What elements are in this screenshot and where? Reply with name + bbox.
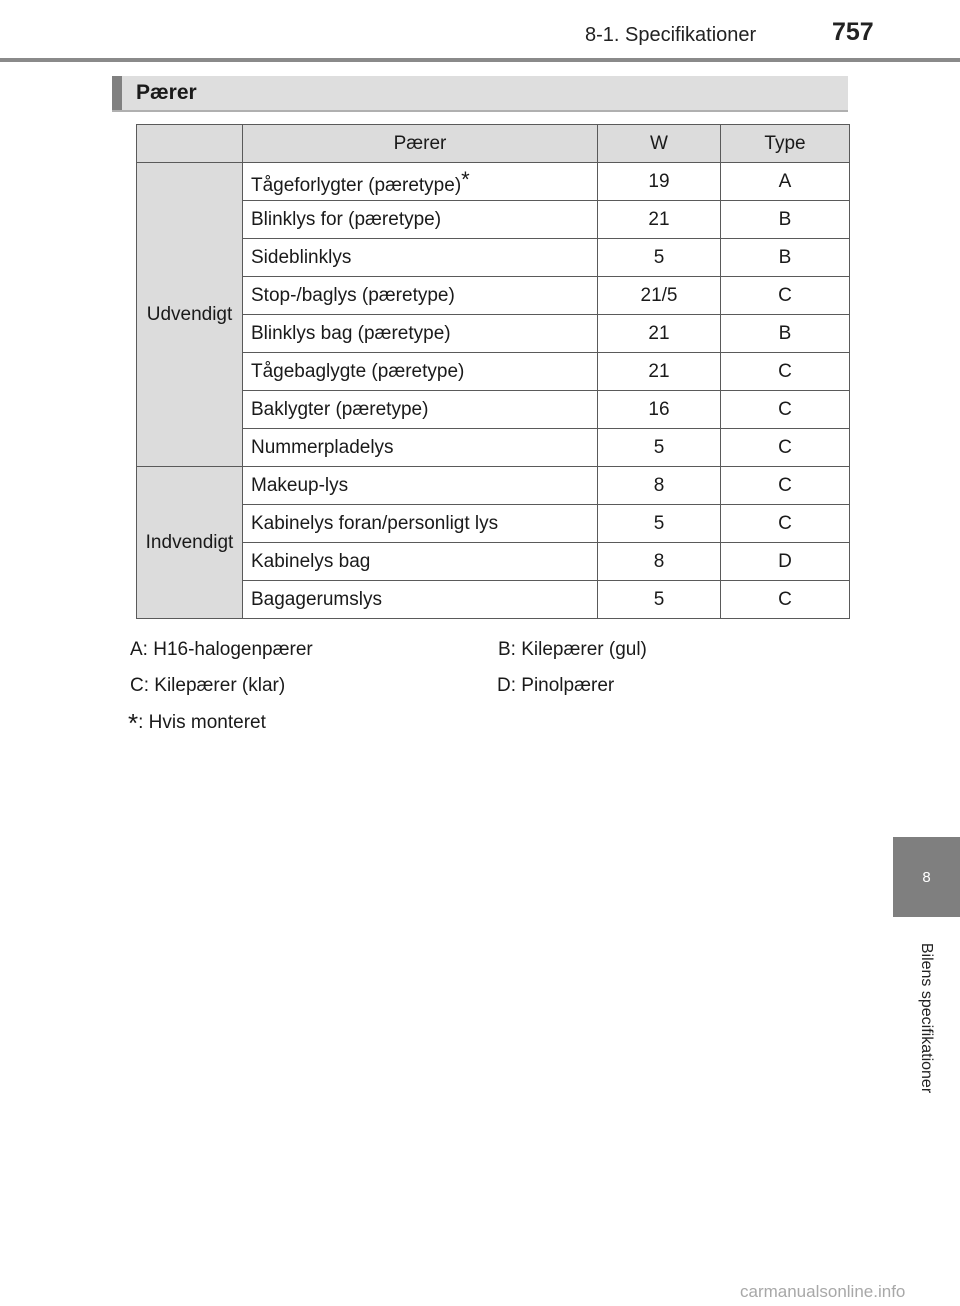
type-cell: B — [721, 239, 850, 277]
row-group-label: Udvendigt — [137, 163, 243, 467]
type-cell: C — [721, 467, 850, 505]
footnote-text: : Hvis monteret — [138, 712, 266, 733]
bulb-name: Stop-/baglys (pæretype) — [251, 284, 455, 306]
bulb-name: Blinklys bag (pæretype) — [251, 322, 451, 344]
header-divider — [0, 58, 960, 62]
bulb-name-cell — [243, 315, 598, 353]
table-row — [137, 505, 850, 543]
legend-b: B: Kilepærer (gul) — [498, 639, 647, 660]
bulb-name-cell — [243, 277, 598, 315]
type-cell: B — [721, 315, 850, 353]
type-cell: D — [721, 543, 850, 581]
table-row — [137, 353, 850, 391]
section-heading-accent — [112, 76, 122, 110]
type-cell: B — [721, 201, 850, 239]
bulb-name: Tågebaglygte (pæretype) — [251, 360, 465, 382]
column-header-type: Type — [721, 125, 850, 163]
table-row — [137, 429, 850, 467]
row-group-label: Indvendigt — [137, 467, 243, 619]
bulb-name: Kabinelys foran/personligt lys — [251, 512, 499, 534]
watt-cell: 21 — [598, 315, 721, 353]
section-heading-bar — [112, 76, 848, 112]
page-number: 757 — [832, 18, 874, 46]
table-row — [137, 391, 850, 429]
watt-cell: 21/5 — [598, 277, 721, 315]
bulb-name: Baklygter (pæretype) — [251, 398, 429, 420]
bulb-name-cell — [243, 429, 598, 467]
legend-a: A: H16-halogenpærer — [130, 639, 313, 660]
bulb-name: Tågeforlygter (pæretype) — [251, 174, 462, 196]
table-row — [137, 315, 850, 353]
bulb-name-cell — [243, 239, 598, 277]
column-header-group — [137, 125, 243, 163]
type-cell: C — [721, 353, 850, 391]
watt-cell: 5 — [598, 429, 721, 467]
table-row — [137, 581, 850, 619]
watt-cell: 8 — [598, 543, 721, 581]
watt-cell: 21 — [598, 201, 721, 239]
column-header-watt: W — [598, 125, 721, 163]
footnote-marker: * — [461, 166, 470, 192]
bulb-name-cell — [243, 201, 598, 239]
bulb-name: Blinklys for (pæretype) — [251, 208, 442, 230]
table-row — [137, 201, 850, 239]
bulb-name-cell — [243, 163, 598, 201]
bulb-name-cell — [243, 391, 598, 429]
bulb-name-cell — [243, 467, 598, 505]
watt-cell: 5 — [598, 239, 721, 277]
bulb-name-cell — [243, 581, 598, 619]
bulb-name: Nummerpladelys — [251, 436, 394, 458]
table-row — [137, 277, 850, 315]
watt-cell: 5 — [598, 581, 721, 619]
watt-cell: 5 — [598, 505, 721, 543]
legend-c: C: Kilepærer (klar) — [130, 675, 286, 696]
type-cell: A — [721, 163, 850, 201]
bulb-name: Bagagerumslys — [251, 588, 382, 610]
footnote — [128, 708, 266, 739]
bulb-spec-table — [136, 124, 850, 619]
table-row — [137, 543, 850, 581]
bulb-name: Kabinelys bag — [251, 550, 371, 572]
type-cell: C — [721, 277, 850, 315]
watt-cell: 8 — [598, 467, 721, 505]
watermark: carmanualsonline.info — [740, 1282, 906, 1301]
watt-cell: 16 — [598, 391, 721, 429]
bulb-name: Sideblinklys — [251, 246, 352, 268]
table-row — [137, 467, 850, 505]
chapter-tab: 8 — [893, 837, 960, 917]
section-title: Pærer — [136, 81, 197, 104]
legend-d: D: Pinolpærer — [497, 675, 615, 696]
table-body — [137, 163, 850, 619]
chapter-tab-label: Bilens specifikationer — [918, 942, 935, 1094]
watt-cell: 21 — [598, 353, 721, 391]
column-header-bulb: Pærer — [243, 125, 598, 163]
running-header-section: 8-1. Specifikationer — [585, 24, 757, 46]
bulb-name-cell — [243, 353, 598, 391]
bulb-name-cell — [243, 505, 598, 543]
type-cell: C — [721, 581, 850, 619]
watt-cell: 19 — [598, 163, 721, 201]
type-cell: C — [721, 429, 850, 467]
type-cell: C — [721, 391, 850, 429]
table-row — [137, 239, 850, 277]
type-cell: C — [721, 505, 850, 543]
bulb-name: Makeup-lys — [251, 474, 349, 496]
table-row — [137, 163, 850, 201]
bulb-name-cell — [243, 543, 598, 581]
footnote-asterisk: * — [128, 708, 139, 738]
table-header-row — [137, 125, 850, 163]
